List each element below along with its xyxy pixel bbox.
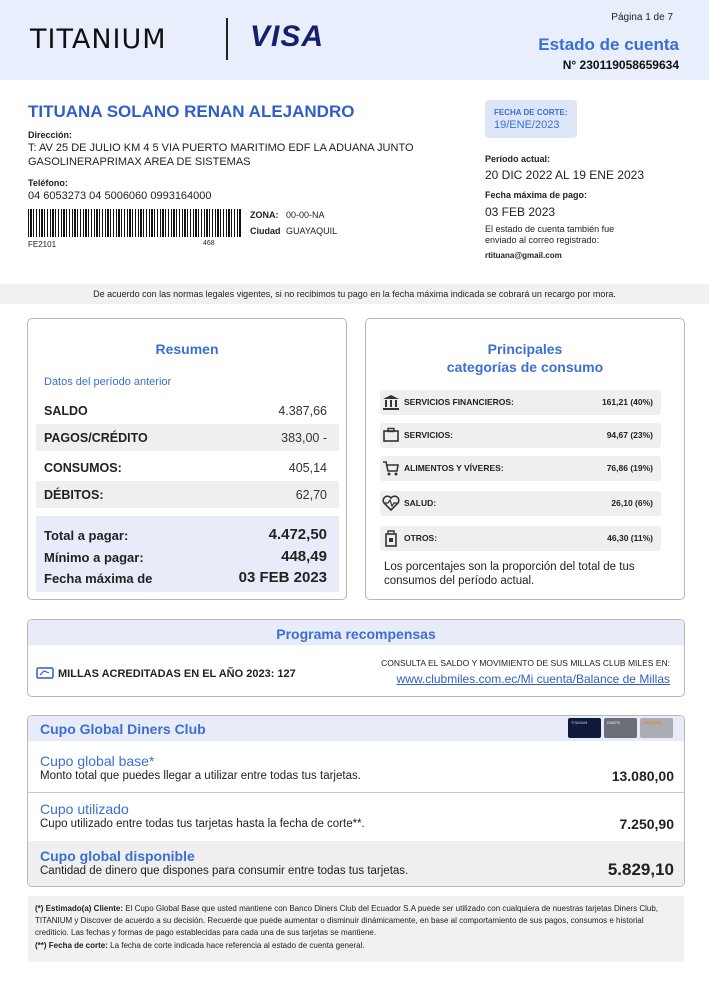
summary-row-label: DÉBITOS: [44,488,104,502]
address-label: Dirección: [28,130,73,140]
summary-subtitle: Datos del período anterior [44,376,172,388]
miles-ticket-icon [36,666,54,680]
category-row [380,526,661,551]
period-label: Período actual: [485,154,551,164]
discover-card-thumb: DISCOVER [640,718,673,738]
category-name: SALUD: [404,498,437,508]
document-title: Estado de cuenta [538,35,679,54]
credit-limit-box [27,715,685,887]
footnote-2-label: (**) Fecha de corte: [35,941,108,950]
briefcase-icon [382,426,400,444]
summary-row-value: 383,00 - [281,431,327,445]
city-label: Ciudad [250,226,281,236]
email-note-1: El estado de cuenta también fue [485,224,615,234]
footnote-1 [35,903,677,939]
category-name: SERVICIOS FINANCIEROS: [404,397,514,407]
categories-note-2: consumos del período actual. [384,575,535,587]
customer-email: rtituana@gmail.com [485,251,562,260]
city-value: GUAYAQUIL [286,226,338,236]
header-band [0,0,709,80]
totals-block [36,516,339,592]
bag-icon [382,529,400,547]
base-limit-value: 13.080,00 [611,768,674,784]
miles-credited: MILLAS ACREDITADAS EN EL AÑO 2023: 127 [58,668,296,680]
minimum-value: 448,49 [281,548,327,565]
footnote-1-text: El Cupo Global Base que usted mantiene con Banco Diners Club del Ecuador S.A puede ser utilizado con cualquiera de nuestras tarjetas Diners Club, TITANIUM y Discover de acuerdo a su decisión. Recuerde que puede aumentar o disminuir dinámicamente, en base al comportamiento de sus pagos, consumos e historial crediticio. Las fechas y formas de pago establecidas para cada una de sus tarjetas se mantiene. [35,904,658,937]
phone-numbers: 04 6053273 04 5006060 0993164000 [28,190,212,202]
health-icon [382,494,400,512]
base-limit-title: Cupo global base* [40,753,155,769]
code-right: 468 [203,240,215,247]
footnote-1-label: (*) Estimado(a) Cliente: [35,904,124,913]
divider [28,792,684,793]
used-limit-value: 7.250,90 [619,816,674,832]
visa-logo: VISA [250,20,325,53]
base-limit-desc: Monto total que puedes llegar a utilizar entre todas tus tarjetas. [40,770,361,782]
categories-title-2: categorías de consumo [446,359,604,375]
summary-row-value: 62,70 [295,488,327,502]
available-limit-value: 5.829,10 [607,860,674,879]
miles-consult-text: CONSULTA EL SALDO Y MOVIMIENTO DE SUS MILLAS CLUB MILES EN: [381,658,670,668]
categories-note-1: Los porcentajes son la proporción del total de tus [384,561,635,573]
summary-row-label: CONSUMOS: [44,461,122,475]
used-limit-title: Cupo utilizado [40,801,129,817]
address-line-2: GASOLINERAPRIMAX AREA DE SISTEMAS [28,156,251,168]
used-limit-desc: Cupo utilizado entre todas tus tarjetas hasta la fecha de corte**. [40,818,365,830]
titanium-card-thumb: TITANIUM [568,718,601,738]
category-row [380,390,661,415]
category-value: 94,67 (23%) [606,430,653,440]
category-name: ALIMENTOS Y VÍVERES: [404,463,504,473]
rewards-box [27,619,685,697]
category-name: SERVICIOS: [404,430,453,440]
category-value: 76,86 (19%) [606,463,653,473]
period-value: 20 DIC 2022 AL 19 ENE 2023 [485,168,644,182]
summary-box [27,318,347,600]
categories-box [365,318,685,600]
summary-row [36,454,339,481]
summary-row-value: 405,14 [288,461,327,475]
phone-label: Teléfono: [28,178,68,188]
total-value: 4.472,50 [268,526,327,543]
footnote-2-text: La fecha de corte indicada hace referencia al estado de cuenta general. [107,941,365,950]
category-row [380,456,661,481]
zone-label: ZONA: [250,210,279,220]
email-note-2: enviado al correo registrado: [485,235,600,245]
page-indicator: Página 1 de 7 [611,12,673,23]
statement-number: N° 230119058659634 [562,58,679,72]
summary-row-label: SALDO [44,404,88,418]
category-row [380,423,661,448]
available-limit-desc: Cantidad de dinero que dispones para consumir entre todas tus tarjetas. [40,865,409,877]
late-fee-notice: De acuerdo con las normas legales vigentes, si no recibimos tu pago en la fecha máxima indicada se cobrará un recargo por mora. [0,284,709,304]
category-value: 26,10 (6%) [611,498,653,508]
category-value: 161,21 (40%) [601,397,653,407]
clubmiles-link[interactable]: www.clubmiles.com.ec/Mi cuenta/Balance de Millas [396,672,670,686]
cart-icon [382,459,400,477]
summary-title: Resumen [155,341,219,357]
footnotes [28,896,684,962]
total-label: Total a pagar: [44,528,129,543]
code-left: FE2101 [28,240,57,249]
summary-due-label: Fecha máxima de [44,571,153,586]
logo-divider [226,18,228,60]
address-line-1: T: AV 25 DE JULIO KM 4 5 VIA PUERTO MARITIMO EDF LA ADUANA JUNTO [28,142,414,154]
diners-card-thumb: DINERS [604,718,637,738]
credit-limit-title: Cupo Global Diners Club [40,721,206,737]
minimum-label: Mínimo a pagar: [44,550,144,565]
titanium-logo: TITANIUM [30,24,167,55]
cutoff-label: FECHA DE CORTE: [494,108,568,117]
summary-row [36,481,339,508]
summary-row [36,397,339,424]
category-value: 46,30 (11%) [607,533,653,543]
category-name: OTROS: [404,533,438,543]
footnote-2 [35,940,677,952]
cutoff-value: 19/ENE/2023 [494,119,560,131]
summary-due-value: 03 FEB 2023 [238,569,327,586]
due-date-label: Fecha máxima de pago: [485,190,588,200]
available-limit-title: Cupo global disponible [40,848,195,864]
cutoff-date-box [485,100,577,138]
barcode [28,209,241,237]
summary-row-value: 4.387,66 [278,404,327,418]
summary-row-label: PAGOS/CRÉDITO [44,431,148,445]
categories-title-1: Principales [487,341,563,357]
customer-name: TITUANA SOLANO RENAN ALEJANDRO [28,102,355,121]
rewards-title: Programa recompensas [276,626,436,642]
due-date-value: 03 FEB 2023 [485,205,556,219]
category-row [380,491,661,516]
bank-icon [382,393,400,411]
zone-value: 00-00-NA [286,210,325,220]
summary-row [36,424,339,451]
